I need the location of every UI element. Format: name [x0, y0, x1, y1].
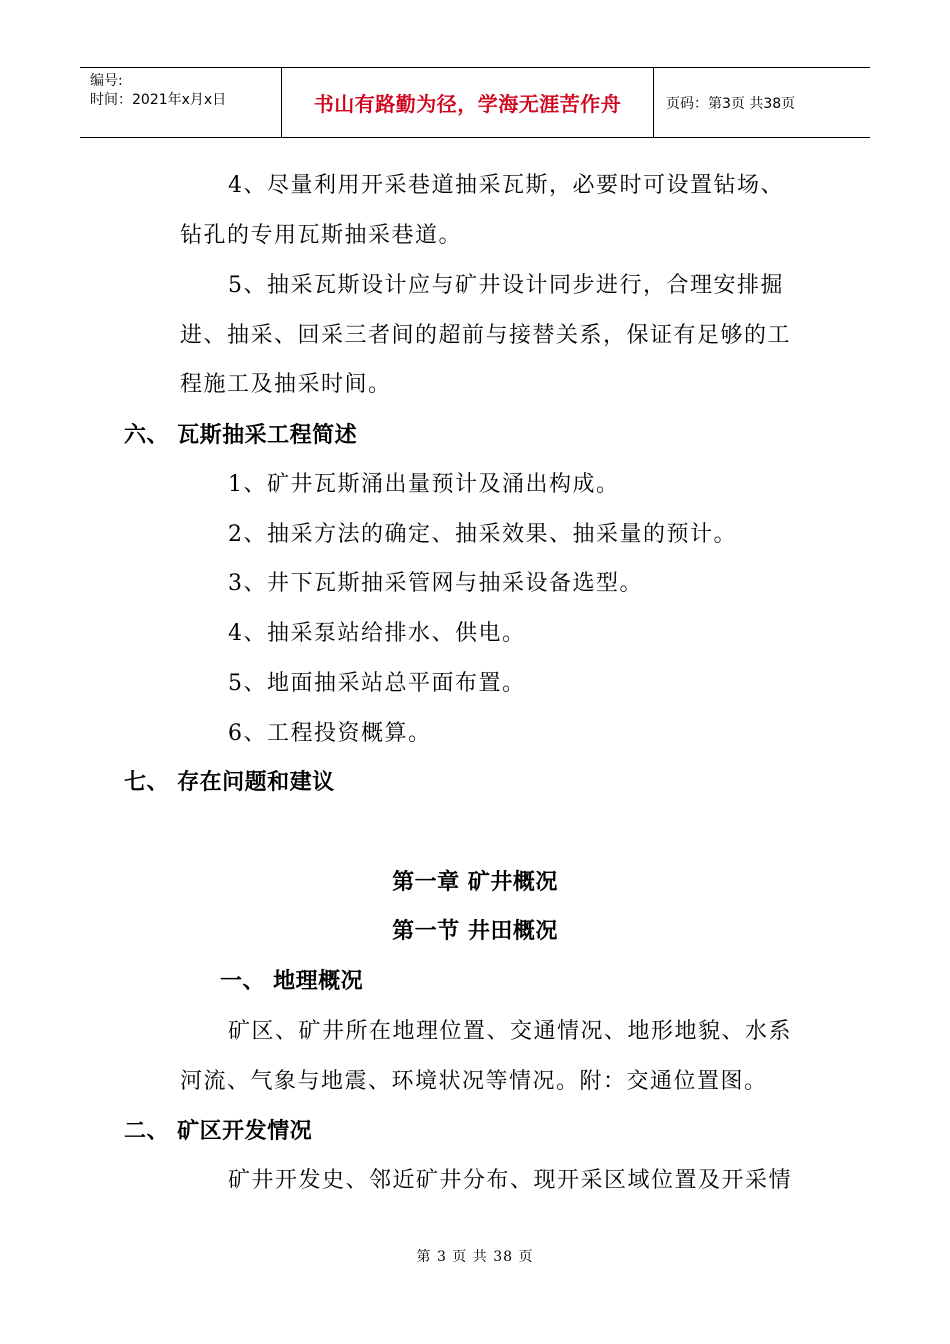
list-item: 3、井下瓦斯抽采管网与抽采设备选型。: [228, 571, 643, 596]
paragraph-line: 5、抽采瓦斯设计应与矿井设计同步进行，合理安排掘: [228, 273, 784, 298]
list-item: 1、矿井瓦斯涌出量预计及涌出构成。: [228, 472, 620, 497]
chapter-title: 第一章 矿井概况: [392, 870, 558, 895]
subsection-heading: 二、 矿区开发情况: [124, 1119, 313, 1144]
paragraph-line: 进、抽采、回采三者间的超前与接替关系，保证有足够的工: [180, 323, 792, 348]
header-meta: [80, 68, 282, 137]
section-heading: 七、 存在问题和建议: [124, 770, 335, 795]
paragraph-line: 4、尽量利用开采巷道抽采瓦斯，必要时可设置钻场、: [228, 173, 784, 198]
list-item: 5、地面抽采站总平面布置。: [228, 671, 526, 696]
page-footer: 第 3 页 共 38 页: [416, 1249, 534, 1265]
list-item: 6、工程投资概算。: [228, 721, 432, 746]
document-date: 时间：2021年x月x日: [90, 92, 227, 108]
paragraph-line: 矿区、矿井所在地理位置、交通情况、地形地貌、水系: [228, 1019, 793, 1044]
list-item: 4、抽采泵站给排水、供电。: [228, 621, 526, 646]
section-heading: 六、 瓦斯抽采工程简述: [124, 423, 358, 448]
document-header: [80, 67, 870, 138]
subsection-heading: 一、 地理概况: [220, 969, 364, 994]
header-page-info: 页码：第3页 共38页: [666, 95, 796, 112]
section-title: 第一节 井田概况: [392, 919, 558, 944]
document-number-label: 编号:: [90, 73, 123, 89]
paragraph-line: 程施工及抽采时间。: [180, 372, 392, 397]
paragraph-line: 钻孔的专用瓦斯抽采巷道。: [180, 223, 463, 248]
list-item: 2、抽采方法的确定、抽采效果、抽采量的预计。: [228, 522, 737, 547]
paragraph-line: 矿井开发史、邻近矿井分布、现开采区域位置及开采情: [228, 1168, 793, 1193]
header-motto: 书山有路勤为径，学海无涯苦作舟: [282, 68, 654, 137]
paragraph-line: 河流、气象与地震、环境状况等情况。附：交通位置图。: [180, 1069, 768, 1094]
